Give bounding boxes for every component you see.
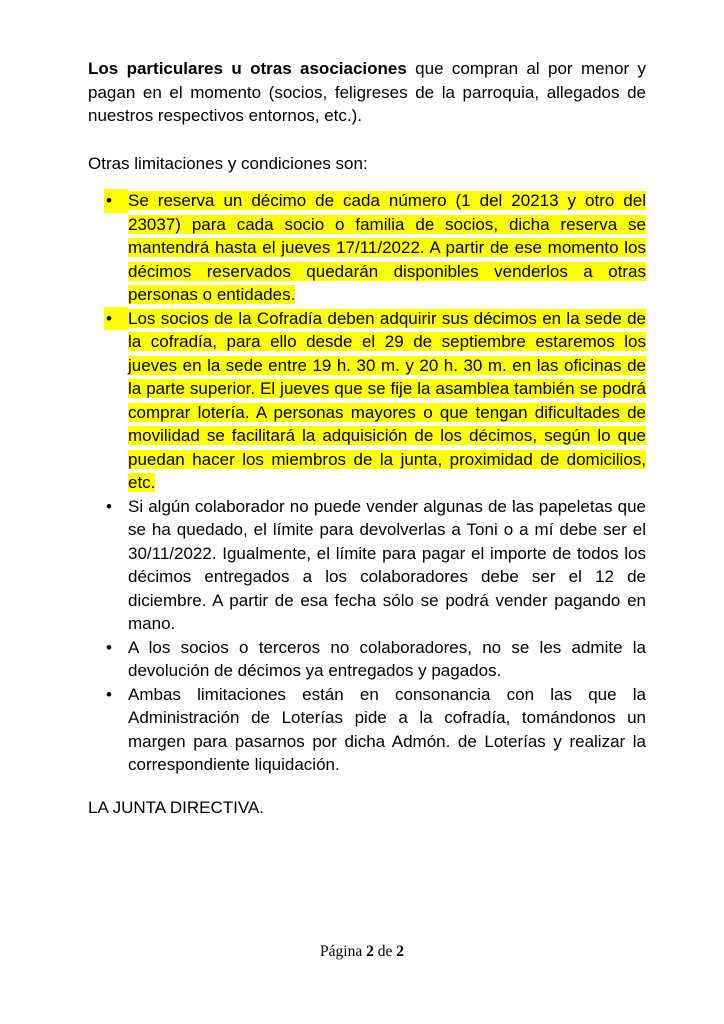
bullet-text: Los socios de la Cofradía deben adquirir sus décimos en la sede de la cofradía, para ello desde el 29 de septiembre estaremos los jueves en la sede entre 19 h. 30 m. y 20 h. 30 m. en las oficinas de la parte superior. El jueves que se fije la asamblea también se podrá comprar lotería. A personas mayores o que tengan dificultades de movilidad se facilitará la adquisición de los décimos, según lo que puedan hacer los miembros de la junta, proximidad de domicilios, etc. — [128, 308, 646, 492]
footer-separator-label: de — [377, 943, 393, 960]
conditions-bullet-list — [88, 189, 646, 777]
intro-bold-text: Los particulares u otras asociaciones — [88, 59, 407, 78]
footer-total-pages-number: 2 — [396, 943, 404, 960]
bullet-item-socios-cofradia — [106, 307, 646, 495]
bullet-item-colaborador-devolucion — [106, 495, 646, 636]
page-footer — [0, 943, 724, 961]
bullet-text: Si algún colaborador no puede vender algunas de las papeletas que se ha quedado, el límite para devolverlas a Toni o a mí debe ser el 30/11/2022. Igualmente, el límite para pagar el importe de todos los décimos entregados a los colaboradores debe ser el 12 de diciembre. A partir de esa fecha sólo se podrá vender pagando en mano. — [128, 496, 646, 633]
footer-page-label: Página — [320, 943, 363, 960]
closing-signature: LA JUNTA DIRECTIVA. — [88, 797, 265, 817]
conditions-heading: Otras limitaciones y condiciones son: — [88, 153, 368, 173]
bullet-item-administracion-loterias — [106, 683, 646, 777]
bullet-marker-icon: • — [104, 189, 128, 213]
bullet-text: Se reserva un décimo de cada número (1 del 20213 y otro del 23037) para cada socio o familia de socios, dicha reserva se mantendrá hasta el jueves 17/11/2022. A partir de ese momento los décimos reservados quedarán disponibles venderlos a otras personas o entidades. — [128, 191, 646, 304]
bullet-text: Ambas limitaciones están en consonancia con las que la Administración de Loterías pide a la cofradía, tomándonos un margen para pasarnos por dicha Admón. de Loterías y realizar la correspondiente liquidación. — [128, 684, 646, 774]
intro-rest-text: que compran al por menor y pagan en el momento (socios, feligreses de la parroquia, allegados de nuestros respectivos entornos, etc.). — [88, 59, 646, 125]
bullet-marker-icon: • — [106, 496, 112, 516]
bullet-marker-icon: • — [106, 684, 112, 704]
bullet-item-reserva-decimo — [106, 189, 646, 307]
bullet-item-no-devolucion — [106, 636, 646, 683]
intro-paragraph — [88, 57, 646, 128]
bullet-marker-icon: • — [104, 307, 128, 331]
bullet-marker-icon: • — [106, 637, 112, 657]
footer-current-page-number: 2 — [366, 943, 374, 960]
bullet-text: A los socios o terceros no colaboradores, no se les admite la devolución de décimos ya entregados y pagados. — [128, 637, 646, 680]
